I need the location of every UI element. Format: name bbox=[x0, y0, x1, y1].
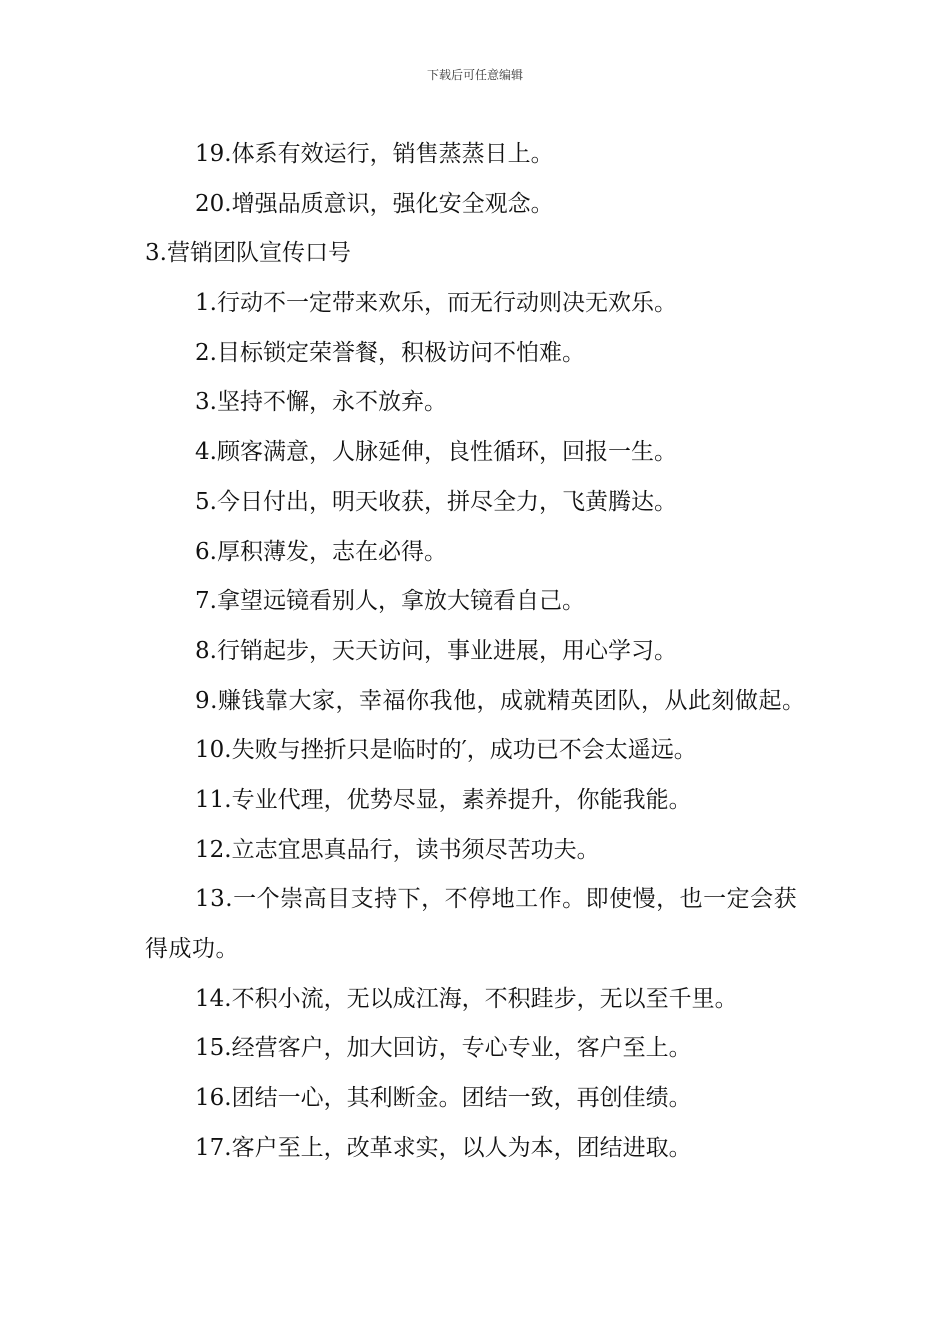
slogan-item-5: 5.今日付出，明天收获，拼尽全力，飞黄腾达。 bbox=[195, 488, 677, 515]
slogan-item-4: 4.顾客满意，人脉延伸，良性循环，回报一生。 bbox=[195, 439, 677, 466]
slogan-item-11: 11.专业代理，优势尽显，素养提升，你能我能。 bbox=[195, 786, 692, 813]
list-item-19: 19.体系有效运行，销售蒸蒸日上。 bbox=[195, 141, 554, 167]
slogan-item-12: 12.立志宜思真品行，读书须尽苦功夫。 bbox=[195, 836, 600, 863]
slogan-item-13: 13.一个崇高目支持下，不停地工作。即使慢，也一定会获得成功。 bbox=[145, 886, 798, 963]
slogan-item-15: 15.经营客户，加大回访，专心专业，客户至上。 bbox=[195, 1035, 692, 1062]
slogan-item-7: 7.拿望远镜看别人，拿放大镜看自己。 bbox=[195, 588, 585, 615]
page-header-note: 下载后可任意编辑 bbox=[426, 68, 523, 82]
slogan-item-16: 16.团结一心，其利断金。团结一致，再创佳绩。 bbox=[195, 1085, 692, 1112]
list-item-20: 20.增强品质意识，强化安全观念。 bbox=[195, 190, 554, 217]
slogan-item-9: 9.赚钱靠大家，幸福你我他，成就精英团队，从此刻做起。 bbox=[195, 687, 806, 714]
slogan-item-14: 14.不积小流，无以成江海，不积跬步，无以至千里。 bbox=[195, 985, 738, 1012]
slogan-item-17: 17.客户至上，改革求实，以人为本，团结进取。 bbox=[195, 1134, 692, 1161]
slogan-item-6: 6.厚积薄发，志在必得。 bbox=[195, 538, 447, 565]
slogan-item-3: 3.坚持不懈，永不放弃。 bbox=[195, 389, 447, 416]
section-heading: 3.营销团队宣传口号 bbox=[145, 240, 351, 267]
slogan-item-1: 1.行动不一定带来欢乐，而无行动则决无欢乐。 bbox=[195, 290, 677, 317]
slogan-item-8: 8.行销起步，天天访问，事业进展，用心学习。 bbox=[195, 637, 677, 664]
document-body bbox=[145, 130, 815, 1173]
slogan-item-10: 10.失败与挫折只是临时的′，成功已不会太遥远。 bbox=[195, 737, 697, 764]
slogan-item-2: 2.目标锁定荣誉餐，积极访问不怕难。 bbox=[195, 339, 585, 366]
